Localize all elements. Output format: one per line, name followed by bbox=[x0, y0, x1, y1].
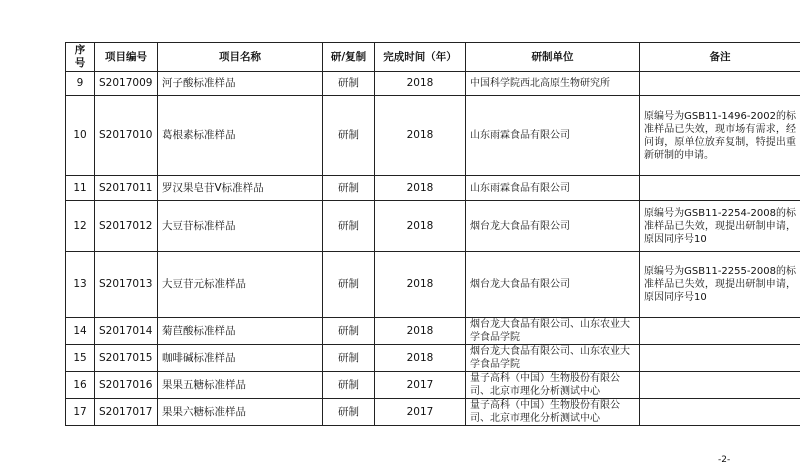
cell-seq: 12 bbox=[66, 201, 95, 252]
cell-type: 研制 bbox=[323, 318, 375, 345]
cell-code: S2017012 bbox=[95, 201, 158, 252]
cell-year: 2017 bbox=[375, 372, 466, 399]
cell-name: 菊苣酸标准样品 bbox=[158, 318, 323, 345]
cell-year: 2018 bbox=[375, 72, 466, 96]
header-unit: 研制单位 bbox=[466, 43, 640, 72]
cell-seq: 16 bbox=[66, 372, 95, 399]
cell-year: 2018 bbox=[375, 176, 466, 201]
table-row bbox=[66, 72, 800, 96]
cell-note bbox=[640, 72, 800, 96]
cell-seq: 14 bbox=[66, 318, 95, 345]
table-row bbox=[66, 345, 800, 372]
table-row bbox=[66, 399, 800, 426]
page-number: -2- bbox=[718, 455, 731, 465]
cell-note: 原编号为GSB11-2255-2008的标准样品已失效，现提出研制申请，原因同序号10 bbox=[640, 252, 800, 318]
table-row bbox=[66, 201, 800, 252]
cell-type: 研制 bbox=[323, 252, 375, 318]
header-seq: 序号 bbox=[66, 43, 95, 72]
cell-note bbox=[640, 372, 800, 399]
table-row bbox=[66, 176, 800, 201]
cell-code: S2017016 bbox=[95, 372, 158, 399]
cell-type: 研制 bbox=[323, 345, 375, 372]
cell-year: 2017 bbox=[375, 399, 466, 426]
cell-note: 原编号为GSB11-1496-2002的标准样品已失效，现市场有需求，经问询，原单位放弃复制，特提出重新研制的申请。 bbox=[640, 96, 800, 176]
cell-type: 研制 bbox=[323, 96, 375, 176]
cell-name: 果果五糖标准样品 bbox=[158, 372, 323, 399]
cell-name: 罗汉果皂苷Ⅴ标准样品 bbox=[158, 176, 323, 201]
cell-note bbox=[640, 318, 800, 345]
cell-type: 研制 bbox=[323, 399, 375, 426]
cell-note bbox=[640, 345, 800, 372]
header-code: 项目编号 bbox=[95, 43, 158, 72]
header-note: 备注 bbox=[640, 43, 800, 72]
cell-code: S2017015 bbox=[95, 345, 158, 372]
table-row bbox=[66, 372, 800, 399]
cell-code: S2017010 bbox=[95, 96, 158, 176]
cell-unit: 烟台龙大食品有限公司 bbox=[466, 252, 640, 318]
cell-type: 研制 bbox=[323, 372, 375, 399]
table-row bbox=[66, 96, 800, 176]
standards-table bbox=[65, 42, 800, 426]
cell-code: S2017013 bbox=[95, 252, 158, 318]
cell-note: 原编号为GSB11-2254-2008的标准样品已失效，现提出研制申请，原因同序号10 bbox=[640, 201, 800, 252]
cell-year: 2018 bbox=[375, 345, 466, 372]
cell-code: S2017011 bbox=[95, 176, 158, 201]
cell-name: 大豆苷标准样品 bbox=[158, 201, 323, 252]
cell-unit: 山东雨霖食品有限公司 bbox=[466, 176, 640, 201]
cell-name: 咖啡碱标准样品 bbox=[158, 345, 323, 372]
cell-unit: 量子高科（中国）生物股份有限公司、北京市理化分析测试中心 bbox=[466, 372, 640, 399]
cell-name: 果果六糖标准样品 bbox=[158, 399, 323, 426]
cell-code: S2017017 bbox=[95, 399, 158, 426]
header-name: 项目名称 bbox=[158, 43, 323, 72]
header-row bbox=[66, 43, 800, 72]
table-row bbox=[66, 318, 800, 345]
cell-seq: 15 bbox=[66, 345, 95, 372]
cell-type: 研制 bbox=[323, 72, 375, 96]
table-row bbox=[66, 252, 800, 318]
cell-seq: 9 bbox=[66, 72, 95, 96]
cell-year: 2018 bbox=[375, 318, 466, 345]
cell-unit: 中国科学院西北高原生物研究所 bbox=[466, 72, 640, 96]
cell-code: S2017009 bbox=[95, 72, 158, 96]
cell-note bbox=[640, 399, 800, 426]
cell-unit: 烟台龙大食品有限公司、山东农业大学食品学院 bbox=[466, 345, 640, 372]
cell-year: 2018 bbox=[375, 252, 466, 318]
cell-unit: 山东雨霖食品有限公司 bbox=[466, 96, 640, 176]
cell-seq: 10 bbox=[66, 96, 95, 176]
cell-unit: 烟台龙大食品有限公司、山东农业大学食品学院 bbox=[466, 318, 640, 345]
cell-name: 大豆苷元标准样品 bbox=[158, 252, 323, 318]
cell-name: 葛根素标准样品 bbox=[158, 96, 323, 176]
cell-seq: 11 bbox=[66, 176, 95, 201]
cell-code: S2017014 bbox=[95, 318, 158, 345]
cell-note bbox=[640, 176, 800, 201]
cell-name: 河子酸标准样品 bbox=[158, 72, 323, 96]
cell-year: 2018 bbox=[375, 96, 466, 176]
cell-type: 研制 bbox=[323, 201, 375, 252]
header-year: 完成时间（年） bbox=[375, 43, 466, 72]
cell-seq: 17 bbox=[66, 399, 95, 426]
cell-type: 研制 bbox=[323, 176, 375, 201]
cell-year: 2018 bbox=[375, 201, 466, 252]
header-type: 研/复制 bbox=[323, 43, 375, 72]
cell-unit: 量子高科（中国）生物股份有限公司、北京市理化分析测试中心 bbox=[466, 399, 640, 426]
cell-seq: 13 bbox=[66, 252, 95, 318]
cell-unit: 烟台龙大食品有限公司 bbox=[466, 201, 640, 252]
